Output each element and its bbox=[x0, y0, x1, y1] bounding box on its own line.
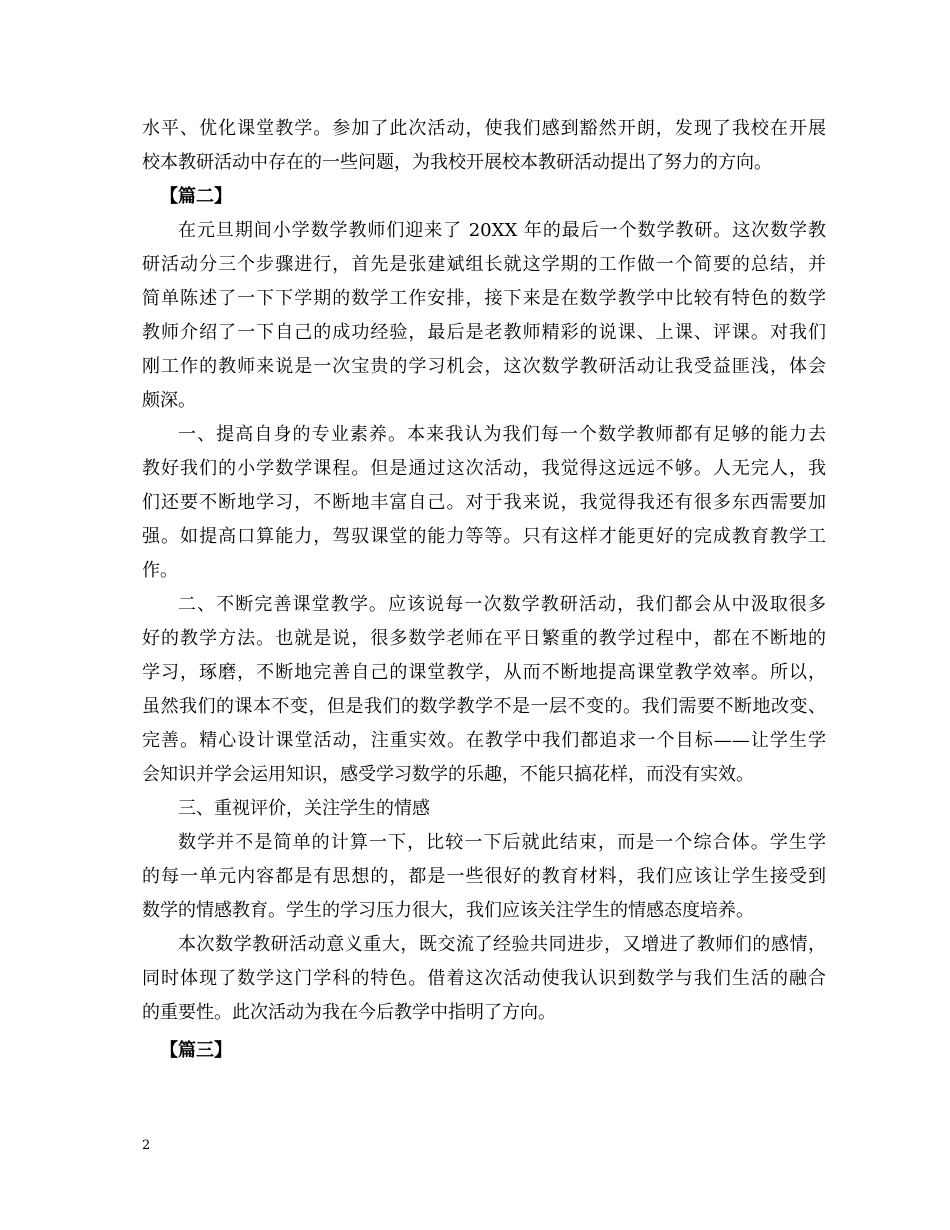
text-line: 好的教学方法。也就是说，很多数学老师在平日繁重的教学过程中，都在不断地的 bbox=[142, 628, 826, 649]
text-line: 数学的情感教育。学生的学习压力很大，我们应该关注学生的情感态度培养。 bbox=[142, 900, 754, 921]
text-line: 刚工作的教师来说是一次宝贵的学习机会，这次数学教研活动让我受益匪浅，体会 bbox=[142, 356, 826, 377]
text-line: 研活动分三个步骤进行，首先是张建斌组长就这学期的工作做一个简要的总结，并 bbox=[142, 254, 826, 275]
text-line: 的重要性。此次活动为我在今后教学中指明了方向。 bbox=[142, 1002, 556, 1023]
text-line: 学习，琢磨，不断地完善自己的课堂教学，从而不断地提高课堂教学效率。所以， bbox=[142, 662, 826, 683]
text-line: 的每一单元内容都是有思想的，都是一些很好的教育材料，我们应该让学生接受到 bbox=[142, 866, 826, 887]
text-line: 虽然我们的课本不变，但是我们的数学教学不是一层不变的。我们需要不断地改变、 bbox=[142, 696, 826, 717]
text-line: 同时体现了数学这门学科的特色。借着这次活动使我认识到数学与我们生活的融合 bbox=[142, 968, 826, 989]
text-line: 会知识并学会运用知识，感受学习数学的乐趣，不能只搞花样，而没有实效。 bbox=[142, 764, 754, 785]
text-line: 水平、优化课堂教学。参加了此次活动，使我们感到豁然开朗，发现了我校在开展 bbox=[142, 118, 826, 139]
section-heading: 【篇三】 bbox=[160, 1040, 232, 1061]
text-line: 颇深。 bbox=[142, 390, 196, 411]
section-heading: 【篇二】 bbox=[160, 186, 232, 207]
text-line: 强。如提高口算能力，驾驭课堂的能力等等。只有这样才能更好的完成教育教学工 bbox=[142, 526, 826, 547]
text-line: 教师介绍了一下自己的成功经验，最后是老教师精彩的说课、上课、评课。对我们 bbox=[142, 322, 826, 343]
text-line: 完善。精心设计课堂活动，注重实效。在教学中我们都追求一个目标——让学生学 bbox=[142, 730, 826, 751]
text-line: 在元旦期间小学数学教师们迎来了 20XX 年的最后一个数学教研。这次数学教 bbox=[178, 220, 826, 241]
text-line: 教好我们的小学数学课程。但是通过这次活动，我觉得这远远不够。人无完人，我 bbox=[142, 458, 826, 479]
text-line: 三、重视评价，关注学生的情感 bbox=[178, 798, 430, 819]
document-body bbox=[142, 112, 826, 1068]
text-line: 们还要不断地学习，不断地丰富自己。对于我来说，我觉得我还有很多东西需要加 bbox=[142, 492, 826, 513]
page-number: 2 bbox=[142, 1138, 151, 1153]
text-line: 本次数学教研活动意义重大，既交流了经验共同进步，又增进了教师们的感情， bbox=[178, 934, 826, 955]
text-line: 校本教研活动中存在的一些问题，为我校开展校本教研活动提出了努力的方向。 bbox=[142, 152, 772, 173]
text-line: 二、不断完善课堂教学。应该说每一次数学教研活动，我们都会从中汲取很多 bbox=[178, 594, 826, 615]
text-line: 简单陈述了一下下学期的数学工作安排，接下来是在数学教学中比较有特色的数学 bbox=[142, 288, 826, 309]
text-line: 一、提高自身的专业素养。本来我认为我们每一个数学教师都有足够的能力去 bbox=[178, 424, 826, 445]
text-line: 数学并不是简单的计算一下，比较一下后就此结束，而是一个综合体。学生学 bbox=[178, 832, 826, 853]
text-line: 作。 bbox=[142, 560, 178, 581]
